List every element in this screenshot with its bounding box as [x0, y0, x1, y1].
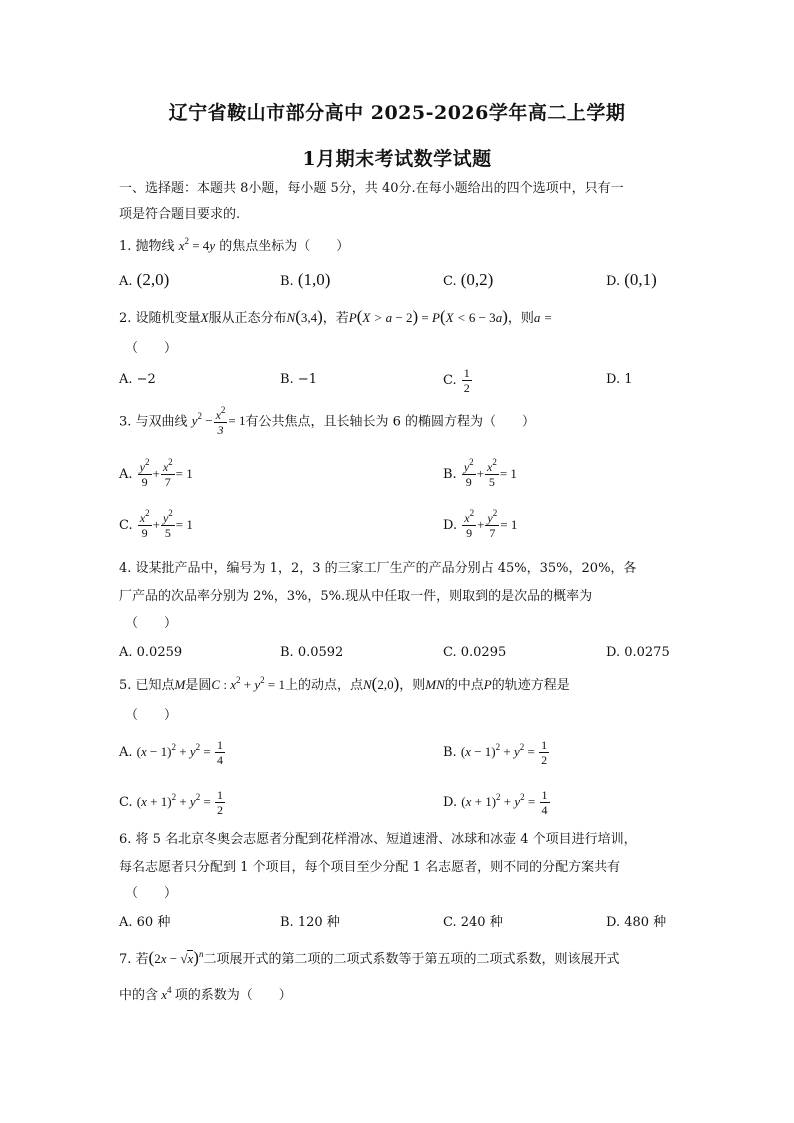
option-label: C.: [119, 518, 133, 533]
exam-title-line-2: 1月期末考试数学试题: [302, 148, 492, 170]
section-heading-line-2: 项是符合题目要求的.: [119, 207, 241, 222]
question-5-segment-mn: MN: [425, 677, 445, 692]
question-3-option-b: B. $\frac{y^2}{9}$ + $\frac{x^2}{5}$ = 1: [443, 457, 517, 489]
option-label: A.: [119, 745, 133, 760]
question-3-option-d: D. $\frac{x^2}{9}$ + $\frac{y^2}{7}$ = 1: [443, 508, 518, 540]
question-6-line-1: 6. 将 5 名北京冬奥会志愿者分配到花样滑冰、短道速滑、冰球和冰壶 4 个项目进行培训，: [119, 832, 637, 847]
question-2-stem-part: ，则: [507, 311, 534, 326]
question-4-line-1: 4. 设某批产品中，编号为 1，2，3 的三家工厂生产的产品分别占 45%，35%，20%，各: [119, 561, 637, 576]
question-2-option-b: B. −1: [280, 372, 317, 387]
question-2-probability-equation: P(X > a − 2) = P(X < 6 − 3a): [348, 307, 508, 326]
option-label: D.: [443, 518, 458, 533]
question-7-line-1: [119, 950, 619, 968]
option-value: (2,0): [136, 270, 170, 289]
question-2-stem-part: 服从正态分布: [208, 311, 287, 326]
question-2-option-c: [443, 366, 473, 395]
question-5-circle-equation: C : $x^2 + y^2 = 1$: [211, 675, 285, 692]
option-value: (0,2): [460, 270, 494, 289]
question-5-stem-part: 的轨迹方程是: [491, 678, 570, 693]
question-7-stem-suffix: 二项展开式的第二项的二项式系数等于第五项的二项式系数，则该展开式: [203, 952, 620, 967]
question-5-point-p: P: [483, 677, 492, 692]
question-2-answer-variable: a =: [533, 310, 553, 325]
question-5-stem-part: 是圆: [185, 678, 212, 693]
option-label: D.: [443, 795, 458, 810]
option-label: C.: [119, 795, 133, 810]
question-7-binomial-expression: $(2x - √x)^n$: [148, 948, 204, 967]
question-2-stem: [119, 309, 552, 327]
option-label: A.: [119, 274, 133, 289]
question-6-option-c: C. 240 种: [443, 915, 503, 930]
question-2-stem-part: ，若: [322, 311, 349, 326]
question-2-answer-paren: （ ）: [125, 341, 178, 356]
fraction-one-half: $\frac{1}{2}$: [463, 366, 470, 395]
question-5-stem-part: 5. 已知点: [119, 678, 175, 693]
option-label: C.: [443, 274, 457, 289]
exam-title-line-1: 辽宁省鞍山市部分高中 2025-2026学年高二上学期: [168, 102, 626, 124]
option-label: A.: [119, 467, 133, 482]
option-label: B.: [443, 745, 457, 760]
question-3-hyperbola-equation: $y^2$ − $\frac{x^2}{3}$ = 1: [191, 405, 246, 437]
option-value: (0,1): [624, 270, 657, 289]
question-4-line-2: 厂产品的次品率分别为 2%，3%，5%.现从中任取一件，则取到的是次品的概率为: [119, 589, 593, 604]
question-7-line-2-prefix: 中的含: [119, 988, 159, 1003]
question-4-option-a: A. 0.0259: [119, 645, 183, 660]
question-2-variable: X: [200, 310, 209, 325]
question-1-option-d: [606, 272, 657, 290]
question-3-stem: [119, 405, 536, 437]
question-2-stem-part: 2. 设随机变量: [119, 311, 201, 326]
question-5-point-n: N(2,0): [362, 674, 400, 693]
question-2-normal-distribution: N(3,4): [286, 307, 323, 326]
question-5-stem: [119, 676, 570, 694]
question-4-option-d: D. 0.0275: [606, 645, 670, 660]
question-3-stem-suffix: 有公共焦点，且长轴长为 6 的椭圆方程为（ ）: [245, 414, 536, 430]
question-2-option-d: D. 1: [606, 372, 633, 387]
question-5-option-d: D. $(x + 1)^2 + y^2$ = $\frac{1}{4}$: [443, 788, 548, 817]
question-5-option-b: B. $(x - 1)^2 + y^2$ = $\frac{1}{2}$: [443, 738, 548, 767]
question-1-stem-suffix: 的焦点坐标为（ ）: [219, 239, 350, 254]
question-1-stem-prefix: 1. 抛物线: [119, 239, 175, 254]
question-5-point-m: M: [174, 677, 186, 692]
option-label: D.: [606, 274, 621, 289]
question-2-option-a: A. −2: [119, 372, 156, 387]
option-label: C.: [443, 373, 457, 388]
question-4-answer-paren: （ ）: [125, 616, 178, 631]
question-4-option-c: C. 0.0295: [443, 645, 507, 660]
question-1-option-b: [280, 272, 330, 290]
question-6-answer-paren: （ ）: [125, 886, 178, 901]
question-5-stem-part: 的中点: [444, 678, 484, 693]
question-5-stem-part: 上的动点，点: [284, 678, 363, 693]
question-3-stem-prefix: 3. 与双曲线: [119, 414, 188, 430]
question-6-option-a: A. 60 种: [119, 915, 171, 930]
section-heading-line-1: 一、选择题：本题共 8小题，每小题 5分，共 40分.在每小题给出的四个选项中，只有一: [119, 181, 624, 196]
question-5-answer-paren: （ ）: [125, 708, 178, 723]
question-6-option-d: D. 480 种: [606, 915, 667, 930]
question-1-parabola-equation: $x^2 = 4y$: [178, 236, 216, 253]
question-3-option-a: A. $\frac{y^2}{9}$ + $\frac{x^2}{7}$ = 1: [119, 457, 193, 489]
option-value: (1,0): [297, 270, 331, 289]
option-label: B.: [280, 274, 294, 289]
question-1-option-c: [443, 272, 493, 290]
question-5-option-a: A. $(x - 1)^2 + y^2$ = $\frac{1}{4}$: [119, 738, 223, 767]
question-1-option-a: [119, 272, 169, 290]
question-3-option-c: C. $\frac{x^2}{9}$ + $\frac{y^2}{5}$ = 1: [119, 508, 193, 540]
question-4-option-b: B. 0.0592: [280, 645, 344, 660]
question-5-stem-part: ，则: [399, 678, 426, 693]
option-label: B.: [443, 467, 457, 482]
question-7-line-2-suffix: 项的系数为（ ）: [174, 988, 292, 1003]
question-1-stem: [119, 238, 349, 255]
question-6-option-b: B. 120 种: [280, 915, 340, 930]
question-7-line-2: [119, 987, 292, 1004]
question-7-power-term: $x^4$: [158, 985, 172, 1002]
question-7-stem-prefix: 7. 若: [119, 952, 149, 967]
question-5-option-c: C. $(x + 1)^2 + y^2$ = $\frac{1}{2}$: [119, 788, 224, 817]
question-6-line-2: 每名志愿者只分配到 1 个项目，每个项目至少分配 1 名志愿者，则不同的分配方案共有: [119, 860, 621, 875]
